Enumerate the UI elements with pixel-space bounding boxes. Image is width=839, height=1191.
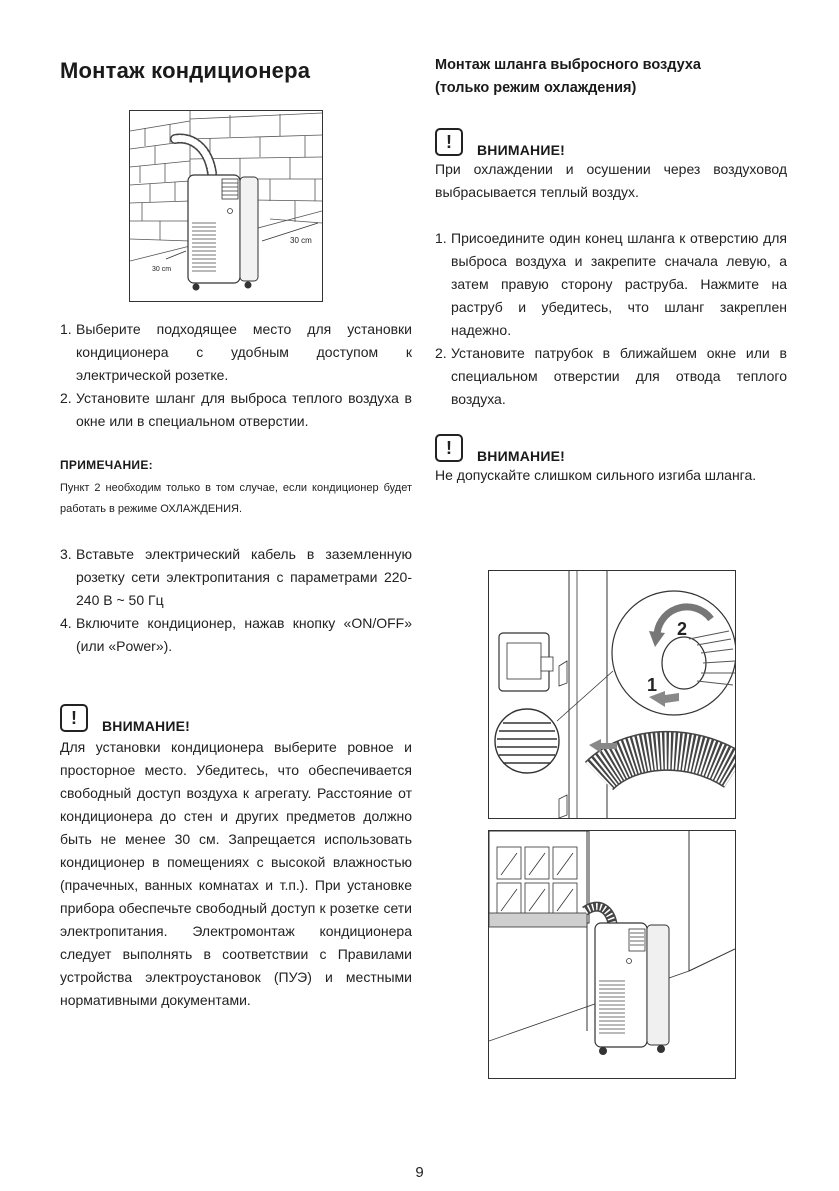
step-number: 1. [435, 230, 447, 246]
right-column [435, 54, 787, 100]
list-item [435, 227, 787, 342]
right-warning-1 [435, 124, 787, 204]
section-title-line1: Монтаж шланга выбросного воздуха [435, 57, 701, 73]
section-title-line2: (только режим охлаждения) [435, 80, 637, 96]
step-number: 2. [435, 345, 447, 361]
warning-icon: ! [435, 434, 463, 462]
step-number: 2. [60, 390, 72, 406]
list-item [60, 318, 412, 387]
step-text: Присоедините один конец шланга к отверстию для выброса воздуха и закрепите сначала левую, а затем правую сторону раструба. Нажмите на раструб и убедитесь, что шланг закреплен надежно. [451, 230, 787, 338]
step-text: Установите патрубок в ближайшем окне или в специальном отверстии для отвода теплого воздуха. [451, 345, 787, 407]
page-number: 9 [415, 1164, 424, 1181]
step-text: Включите кондиционер, нажав кнопку «ON/OFF» (или «Power»). [76, 615, 412, 654]
note-text: Пункт 2 необходим только в том случае, если кондиционер будет работать в режиме ОХЛАЖДЕНИЯ. [60, 482, 412, 515]
step-number: 1. [60, 321, 72, 337]
warning-text: Не допускайте слишком сильного изгиба шланга. [435, 467, 757, 483]
window-installation-illustration [488, 830, 736, 1079]
warning-label: ВНИМАНИЕ! [477, 448, 566, 464]
left-steps-b [60, 543, 412, 658]
warning-label: ВНИМАНИЕ! [102, 718, 191, 734]
left-column [60, 54, 412, 84]
warning-icon: ! [60, 704, 88, 732]
ac-placement-illustration [129, 110, 323, 302]
right-steps [435, 227, 787, 411]
distance-label-right: 30 cm [290, 236, 312, 245]
page-title: Монтаж кондиционера [60, 58, 311, 83]
step-2-marker: 2 [677, 619, 688, 639]
hose-connection-svg [489, 571, 735, 818]
note-title: ПРИМЕЧАНИЕ: [60, 458, 153, 472]
step-text: Установите шланг для выброса теплого воздуха в окне или в специальном отверстии. [76, 390, 412, 429]
left-warning [60, 700, 412, 1012]
step-number: 3. [60, 546, 72, 562]
warning-label: ВНИМАНИЕ! [477, 142, 566, 158]
right-warning-2 [435, 430, 787, 487]
window-installation-svg [489, 831, 735, 1078]
list-item [60, 387, 412, 433]
list-item [60, 612, 412, 658]
section-title [435, 54, 787, 100]
step-number: 4. [60, 615, 72, 631]
warning-text: При охлаждении и осушении через воздуховод выбрасывается теплый воздух. [435, 161, 787, 200]
list-item [60, 543, 412, 612]
ac-placement-svg [130, 111, 322, 301]
left-steps-a [60, 318, 412, 433]
hose-connection-illustration [488, 570, 736, 819]
distance-label-left: 30 cm [152, 266, 172, 273]
step-1-marker: 1 [647, 675, 658, 695]
step-text: Выберите подходящее место для установки кондиционера с удобным доступом к электрической розетке. [76, 321, 412, 383]
warning-text: Для установки кондиционера выберите ровное и просторное место. Убедитесь, что обеспечивается свободный доступ воздуха к агрегату. Расстояние от кондиционера до стен и других предметов должно быть не менее 30 см. Запрещается использовать кондиционер в помещениях с высокой влажностью (прачечных, ванных комнатах и т.п.). При установке прибора обеспечьте свободный доступ к розетке сети электропитания. Электромонтаж кондиционера следует выполнять в соответствии с Правилами устройства электроустановок (ПУЭ) и местными нормативными документами. [60, 739, 412, 1008]
list-item [435, 342, 787, 411]
note-block [60, 458, 412, 520]
warning-icon: ! [435, 128, 463, 156]
step-text: Вставьте электрический кабель в заземленную розетку сети электропитания с параметрами 220-240 В ~ 50 Гц [76, 546, 412, 608]
